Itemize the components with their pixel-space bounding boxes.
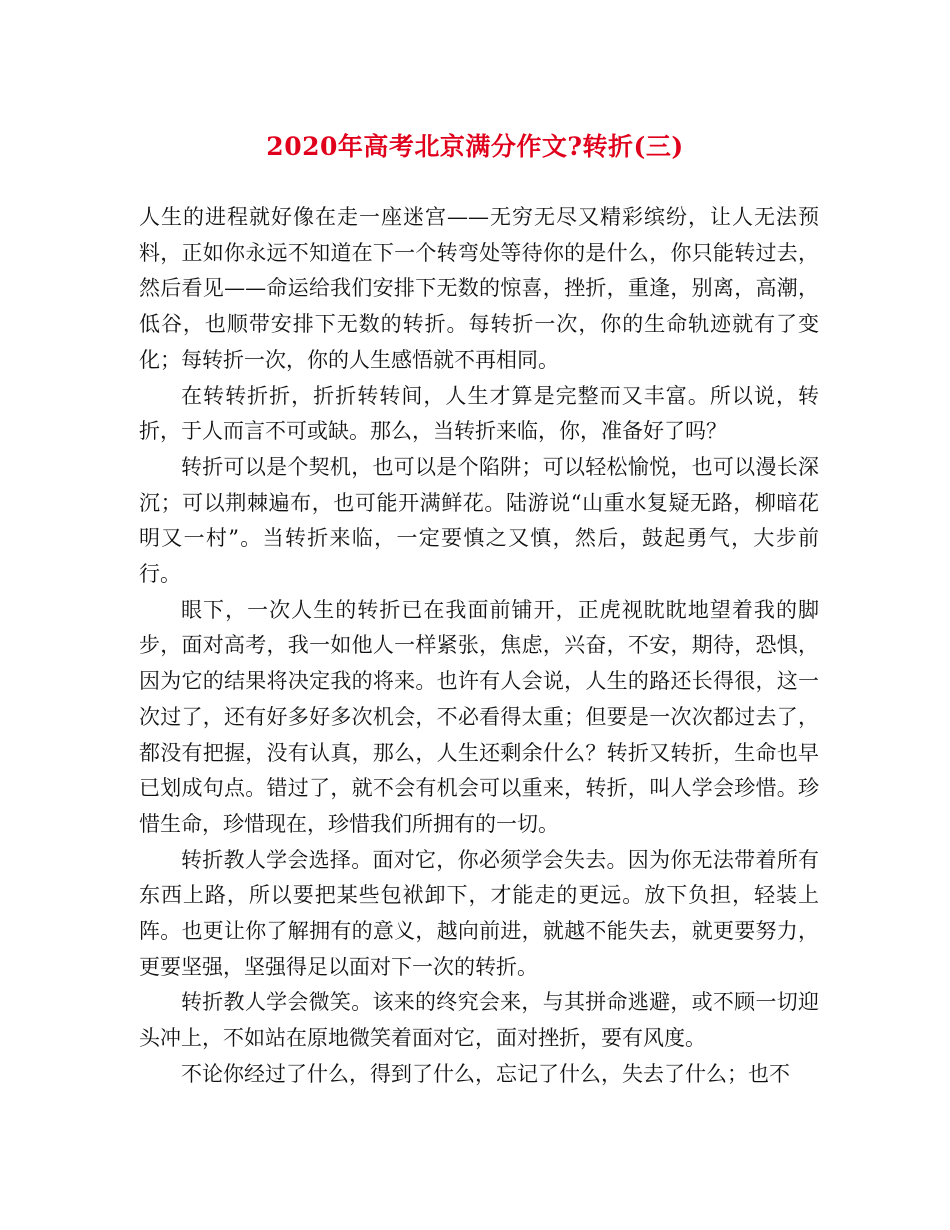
paragraph: 眼下，一次人生的转折已在我面前铺开，正虎视眈眈地望着我的脚步，面对高考，我一如他人一样紧张，焦虑，兴奋，不安，期待，恐惧，因为它的结果将决定我的将来。也许有人会说，人生的路还长得很，这一次过了，还有好多好多次机会，不必看得太重；但要是一次次都过去了，都没有把握，没有认真，那么，人生还剩余什么？转折又转折，生命也早已划成句点。错过了，就不会有机会可以重来，转折，叫人学会珍惜。珍惜生命，珍惜现在，珍惜我们所拥有的一切。	[139, 597, 819, 836]
paragraph: 在转转折折，折折转转间，人生才算是完整而又丰富。所以说，转折，于人而言不可或缺。那么，当转折来临，你，准备好了吗？	[139, 383, 819, 444]
paragraph: 转折可以是个契机，也可以是个陷阱；可以轻松愉悦，也可以漫长深沉；可以荆棘遍布，也可能开满鲜花。陆游说“山重水复疑无路，柳暗花明又一村”。当转折来临，一定要慎之又慎，然后，鼓起勇气，大步前行。	[139, 454, 819, 587]
document-body	[139, 200, 819, 1093]
paragraph: 人生的进程就好像在走一座迷宫——无穷无尽又精彩缤纷，让人无法预料，正如你永远不知道在下一个转弯处等待你的是什么，你只能转过去，然后看见——命运给我们安排下无数的惊喜，挫折，重逢，别离，高潮，低谷，也顺带安排下无数的转折。每转折一次，你的生命轨迹就有了变化；每转折一次，你的人生感悟就不再相同。	[139, 205, 819, 372]
paragraph: 不论你经过了什么，得到了什么，忘记了什么，失去了什么；也不	[181, 1061, 790, 1086]
paragraph: 转折教人学会微笑。该来的终究会来，与其拼命逃避，或不顾一切迎头冲上，不如站在原地微笑着面对它，面对挫折，要有风度。	[139, 990, 819, 1051]
document-title: 2020年高考北京满分作文?转折(三)	[266, 132, 684, 161]
paragraph: 转折教人学会选择。面对它，你必须学会失去。因为你无法带着所有东西上路，所以要把某些包袱卸下，才能走的更远。放下负担，轻装上阵。也更让你了解拥有的意义，越向前进，就越不能失去，就更要努力，更要坚强，坚强得足以面对下一次的转折。	[139, 847, 819, 979]
